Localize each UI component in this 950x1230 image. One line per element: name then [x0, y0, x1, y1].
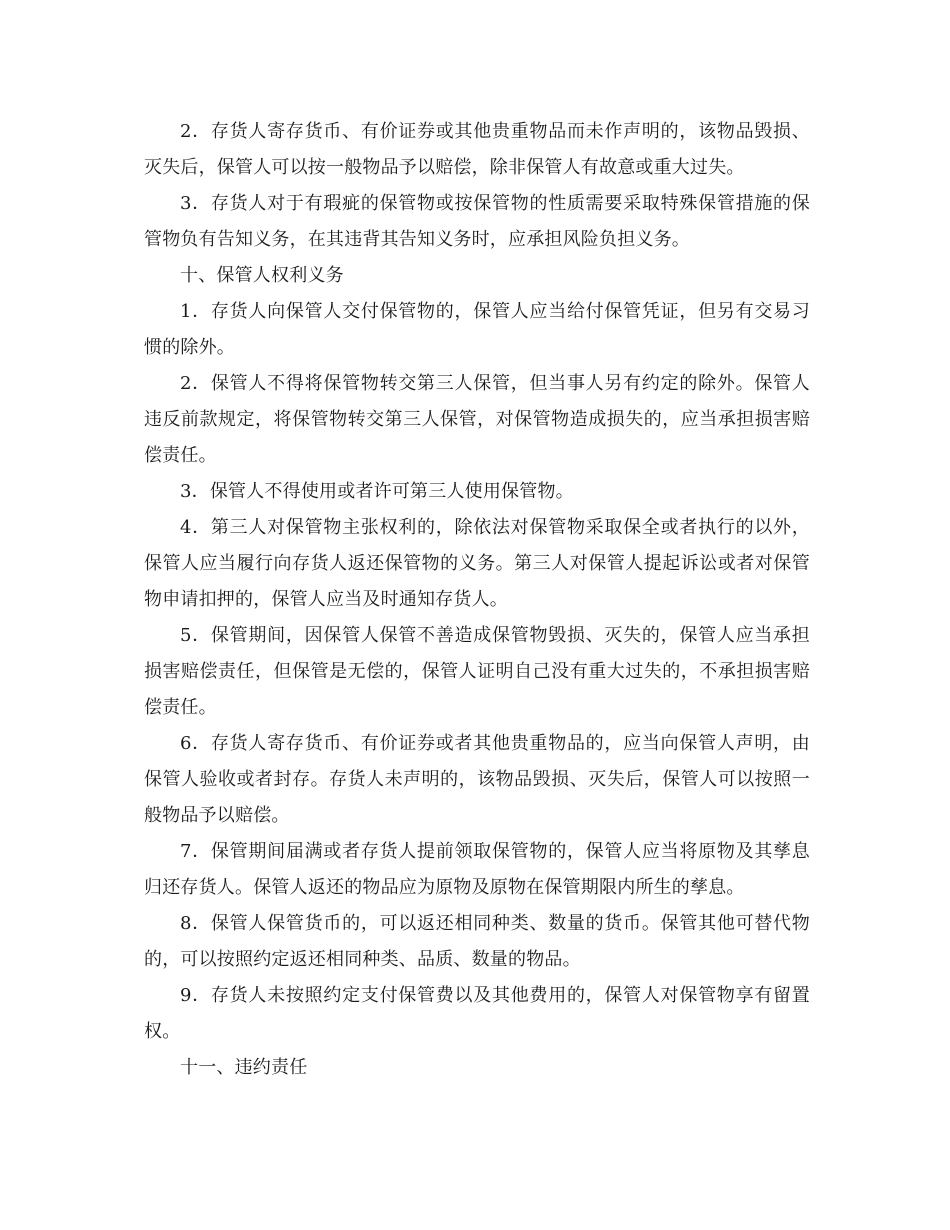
- section-heading-breach-liability: 十一、违约责任: [180, 1057, 308, 1078]
- paragraph-clause-2-undeclared-valuables: 2．存货人寄存货币、有价证券或其他贵重物品而未作声明的，该物品毁损、灭失后，保管人可以按一般物品予以赔偿，除非保管人有故意或重大过失。: [144, 121, 810, 178]
- paragraph-custodian-clause-5: 5．保管期间，因保管人保管不善造成保管物毁损、灭失的，保管人应当承担损害赔偿责任，但保管是无偿的，保管人证明自己没有重大过失的，不承担损害赔偿责任。: [144, 625, 810, 718]
- paragraph-clause-3-defect-notice: 3．存货人对于有瑕疵的保管物或按保管物的性质需要采取特殊保管措施的保管物负有告知义务，在其违背其告知义务时，应承担风险负担义务。: [144, 193, 810, 250]
- paragraph-custodian-clause-2: 2．保管人不得将保管物转交第三人保管，但当事人另有约定的除外。保管人违反前款规定，将保管物转交第三人保管，对保管物造成损失的，应当承担损害赔偿责任。: [144, 373, 810, 466]
- paragraph-custodian-clause-6: 6．存货人寄存货币、有价证券或者其他贵重物品的，应当向保管人声明，由保管人验收或者封存。存货人未声明的，该物品毁损、灭失后，保管人可以按照一般物品予以赔偿。: [144, 733, 810, 826]
- paragraph-custodian-clause-3: 3．保管人不得使用或者许可第三人使用保管物。: [180, 481, 574, 502]
- paragraph-custodian-clause-9: 9．存货人未按照约定支付保管费以及其他费用的，保管人对保管物享有留置权。: [144, 985, 810, 1042]
- paragraph-custodian-clause-1: 1．存货人向保管人交付保管物的，保管人应当给付保管凭证，但另有交易习惯的除外。: [144, 301, 810, 358]
- document-body: [144, 114, 810, 1086]
- paragraph-custodian-clause-7: 7．保管期间届满或者存货人提前领取保管物的，保管人应当将原物及其孳息归还存货人。保管人返还的物品应为原物及原物在保管期限内所生的孳息。: [144, 841, 810, 898]
- section-heading-custodian-rights: 十、保管人权利义务: [180, 265, 344, 286]
- paragraph-custodian-clause-8: 8．保管人保管货币的，可以返还相同种类、数量的货币。保管其他可替代物的，可以按照约定返还相同种类、品质、数量的物品。: [144, 913, 810, 970]
- paragraph-custodian-clause-4: 4．第三人对保管物主张权利的，除依法对保管物采取保全或者执行的以外，保管人应当履行向存货人返还保管物的义务。第三人对保管人提起诉讼或者对保管物申请扣押的，保管人应当及时通知存货人。: [144, 517, 810, 610]
